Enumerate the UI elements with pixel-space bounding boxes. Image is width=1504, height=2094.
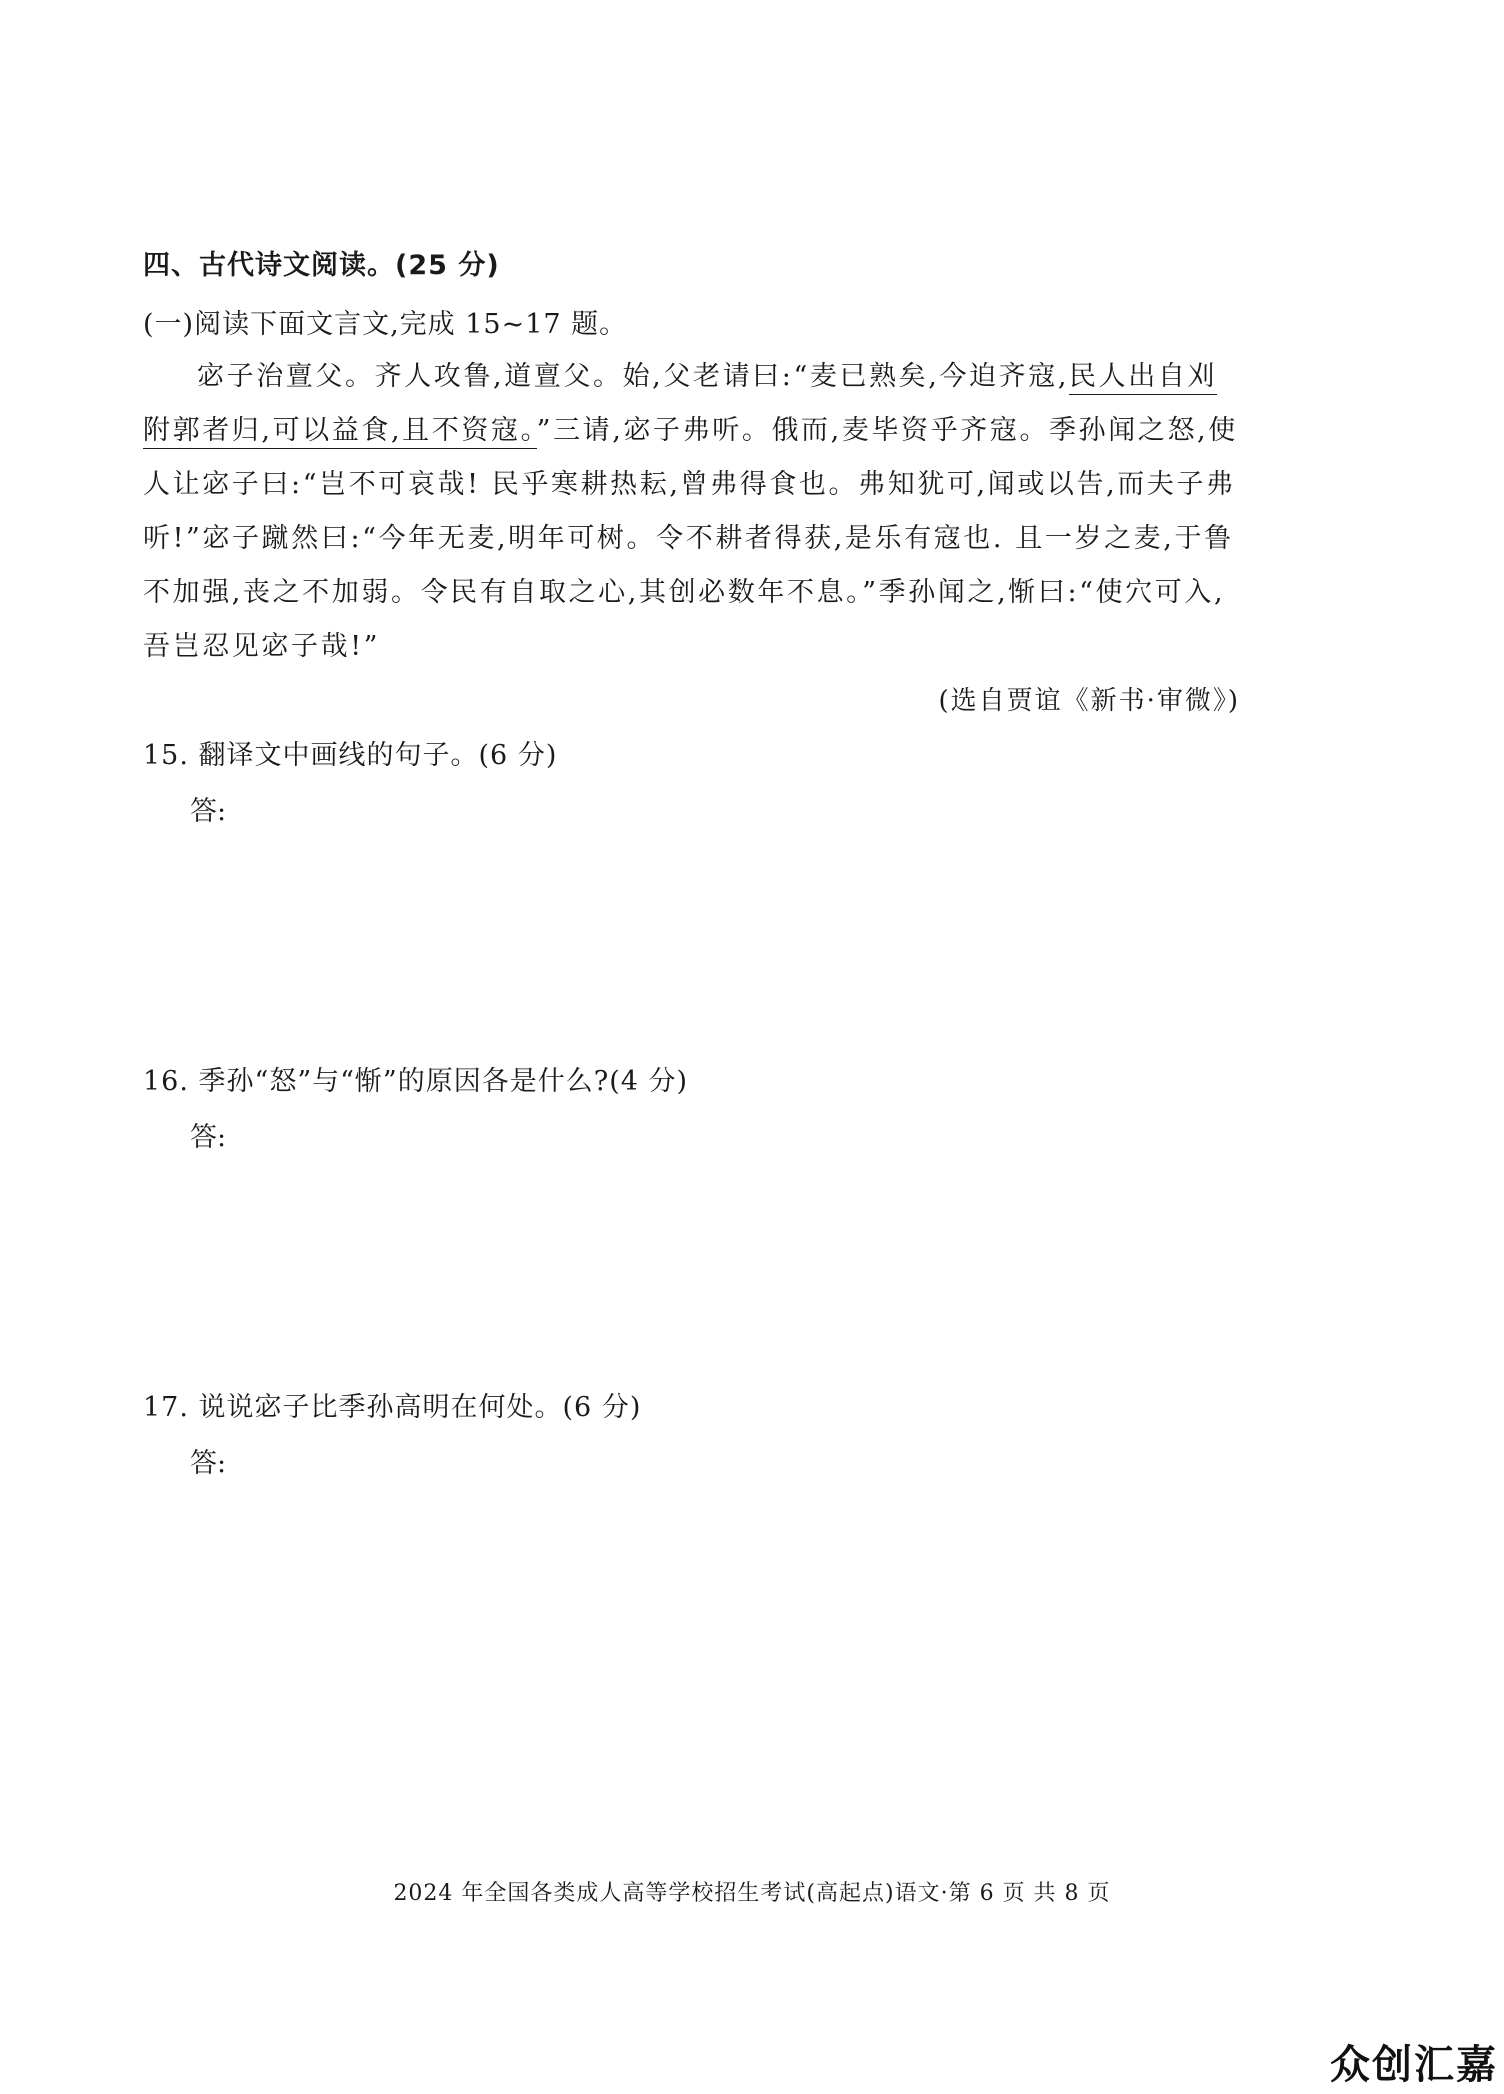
watermark-logo: 众创汇嘉: [1330, 2042, 1498, 2088]
question-16: 16. 季孙“怒”与“惭”的原因各是什么?(4 分): [143, 1066, 689, 1097]
passage-text: 宓子治亶父。齐人攻鲁,道亶父。始,父老请曰:“麦已熟矣,今迫齐寇,: [197, 361, 1070, 392]
underlined-sentence: 民人出自刈: [1069, 361, 1217, 395]
passage-source: (选自贾谊《新书·审微》): [938, 686, 1240, 716]
underlined-sentence: 附郭者归,可以益食,且不资寇。: [143, 415, 537, 449]
classical-passage: [143, 350, 1241, 674]
answer-label-16: 答:: [190, 1122, 227, 1153]
passage-line-3: 人让宓子曰:“岂不可哀哉! 民乎寒耕热耘,曾弗得食也。弗知犹可,闻或以告,而夫子弗: [143, 469, 1236, 500]
question-17: 17. 说说宓子比季孙高明在何处。(6 分): [143, 1392, 642, 1423]
question-15: 15. 翻译文中画线的句子。(6 分): [143, 740, 558, 771]
passage-text: ”三请,宓子弗听。俄而,麦毕资乎齐寇。季孙闻之怒,使: [536, 415, 1238, 446]
passage-line-6: 吾岂忍见宓子哉!”: [143, 631, 381, 662]
section-title: 四、古代诗文阅读。(25 分): [143, 250, 500, 281]
passage-line-5: 不加强,丧之不加弱。令民有自取之心,其创必数年不息。”季孙闻之,惭曰:“使穴可入,: [143, 577, 1226, 608]
answer-label-17: 答:: [190, 1448, 227, 1479]
page-footer: 2024 年全国各类成人高等学校招生考试(高起点)语文·第 6 页 共 8 页: [393, 1881, 1111, 1906]
passage-line-4: 听!”宓子蹴然曰:“今年无麦,明年可树。令不耕者得获,是乐有寇也. 且一岁之麦,于鲁: [143, 523, 1234, 554]
section-subtitle: (一)阅读下面文言文,完成 15~17 题。: [143, 309, 628, 340]
passage-line-1: [143, 350, 1241, 404]
passage-line-2: [143, 404, 1241, 458]
answer-label-15: 答:: [190, 796, 227, 827]
